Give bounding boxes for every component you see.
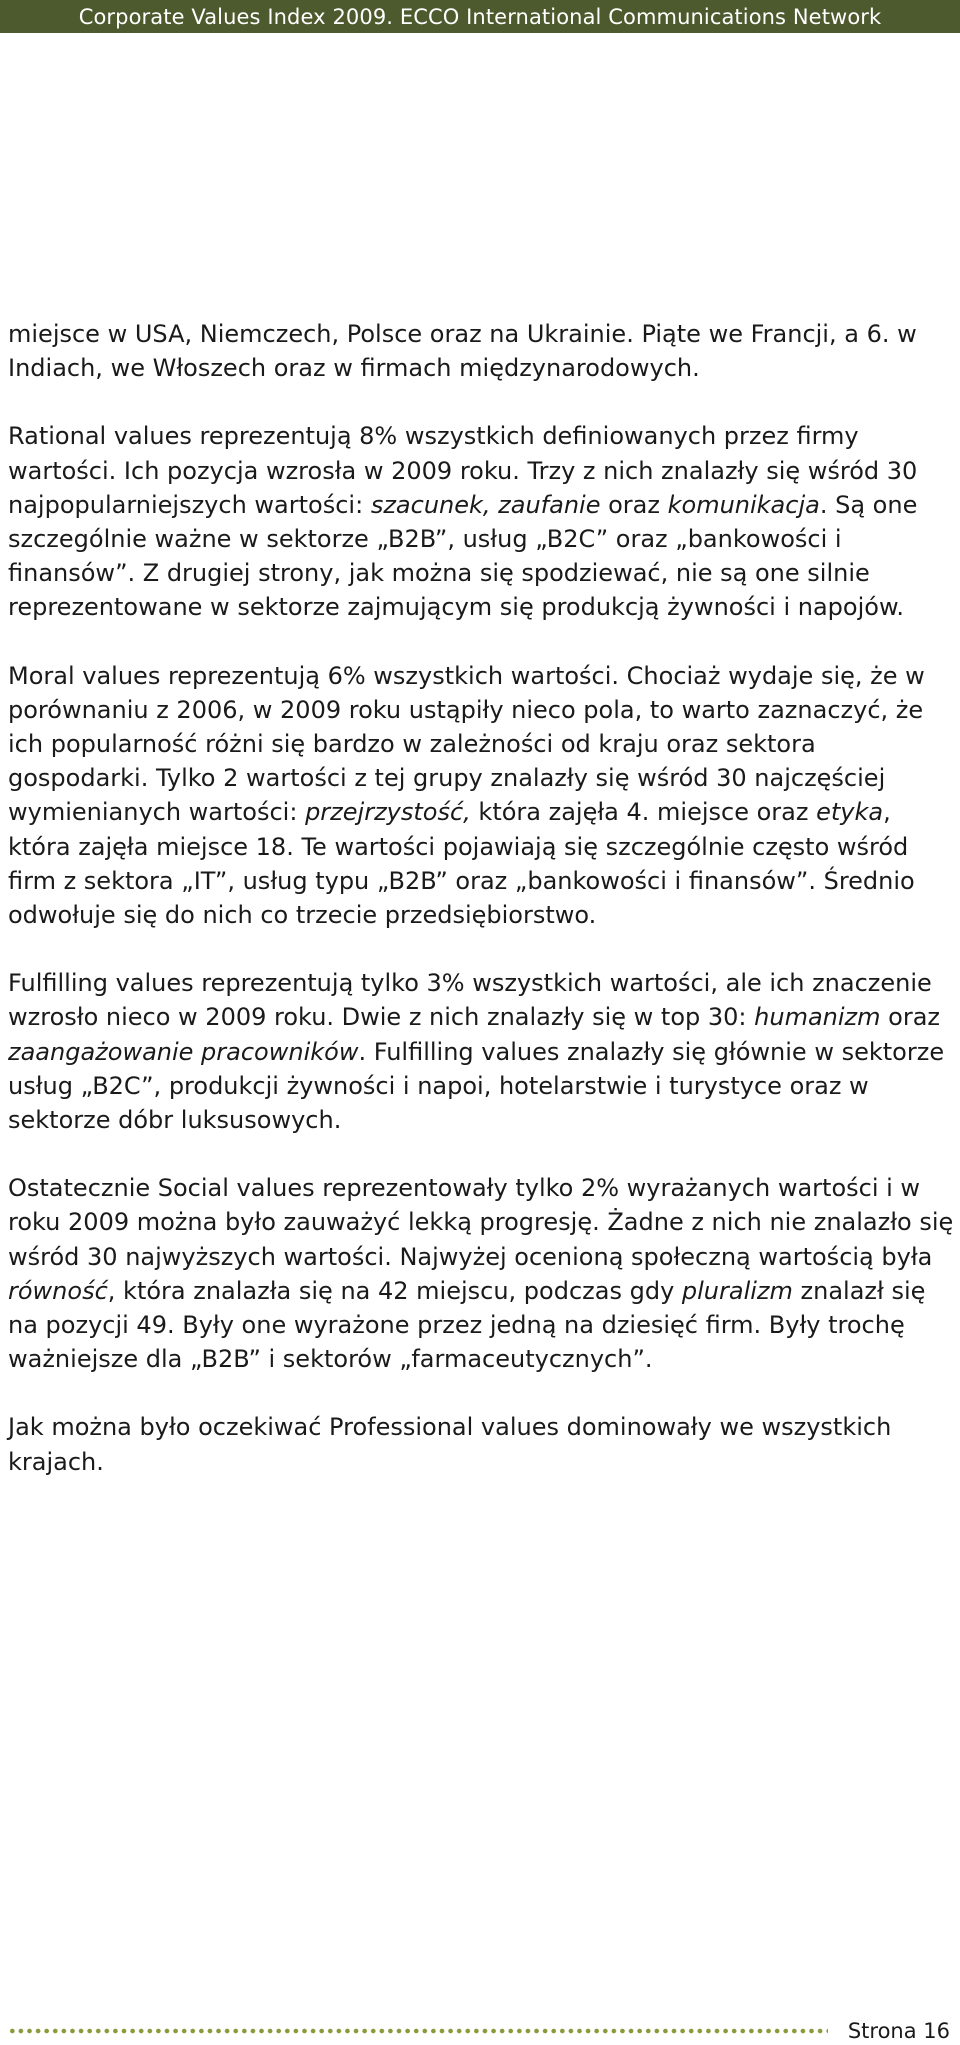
paragraph-moral-values bbox=[8, 659, 956, 933]
body-text bbox=[8, 317, 956, 1513]
paragraph-2-text-3: . Są one szczególnie ważne w sektorze „B2B”, usług „B2C” oraz „bankowości i finansów”. Z drugiej strony, jak można się spodziewać, nie są one silnie reprezentowane w sektorze zajmującym się produkcją żywności i napojów. bbox=[8, 490, 918, 622]
paragraph-4-emphasis-2: zaangażowanie pracowników bbox=[8, 1037, 359, 1066]
header-title: Corporate Values Index 2009. ECCO International Communications Network bbox=[78, 4, 882, 29]
paragraph-4-text-1: Fulfilling values reprezentują tylko 3% wszystkich wartości, ale ich znaczenie wzrosło nieco w 2009 roku. Dwie z nich znalazły się w top 30: bbox=[8, 969, 932, 1032]
paragraph-social-values bbox=[8, 1171, 956, 1376]
paragraph-fulfilling-values bbox=[8, 966, 956, 1137]
paragraph-5-text-2: , która znalazła się na 42 miejscu, podczas gdy bbox=[107, 1276, 682, 1305]
paragraph-professional-values bbox=[8, 1410, 956, 1478]
paragraph-4-text-3: . Fulfilling values znalazły się głównie w sektorze usług „B2C”, produkcji żywności i napoi, hotelarstwie i turystyce oraz w sektorze dóbr luksusowych. bbox=[8, 1037, 945, 1135]
paragraph-5-emphasis-2: pluralizm bbox=[681, 1276, 793, 1305]
paragraph-1 bbox=[8, 317, 956, 385]
paragraph-3-emphasis-1: przejrzystość, bbox=[305, 798, 471, 827]
paragraph-3-emphasis-2: etyka bbox=[816, 798, 884, 827]
paragraph-3-text-3: , która zajęła miejsce 18. Te wartości pojawiają się szczególnie często wśród firm z sektora „IT”, usług typu „B2B” oraz „bankowości i finansów”. Średnio odwołuje się do nich co trzecie przedsiębiorstwo. bbox=[8, 798, 915, 930]
paragraph-2-text-1: Rational values reprezentują 8% wszystkich definiowanych przez firmy wartości. Ich pozycja wzrosła w 2009 roku. Trzy z nich znalazły się wśród 30 najpopularniejszych wartości: bbox=[8, 422, 918, 519]
page-number: Strona 16 bbox=[847, 2019, 950, 2043]
page-header bbox=[0, 0, 960, 33]
paragraph-rational-values bbox=[8, 419, 956, 624]
footer-dotted-rule bbox=[8, 2028, 828, 2034]
paragraph-5-emphasis-1: równość bbox=[8, 1276, 108, 1305]
paragraph-5-text-3: znalazł się na pozycji 49. Były one wyrażone przez jedną na dziesięć firm. Były trochę ważniejsze dla „B2B” i sektorów „farmaceutycznych”. bbox=[8, 1276, 926, 1374]
paragraph-6-text: Jak można było oczekiwać Professional values dominowały we wszystkich krajach. bbox=[8, 1413, 892, 1476]
paragraph-4-emphasis-1: humanizm bbox=[754, 1003, 881, 1032]
paragraph-3-text-2: która zajęła 4. miejsce oraz bbox=[470, 798, 817, 827]
paragraph-1-text: miejsce w USA, Niemczech, Polsce oraz na Ukrainie. Piąte we Francji, a 6. w Indiach, we Włoszech oraz w firmach międzynarodowych. bbox=[8, 320, 917, 383]
paragraph-2-text-2: oraz bbox=[600, 490, 668, 519]
paragraph-2-emphasis-2: komunikacja bbox=[667, 490, 820, 519]
paragraph-3-text-1: Moral values reprezentują 6% wszystkich wartości. Chociaż wydaje się, że w porównaniu z 2006, w 2009 roku ustąpiły nieco pola, to warto zaznaczyć, że ich popularność różni się bardzo w zależności od kraju oraz sektora gospodarki. Tylko 2 wartości z tej grupy znalazły się wśród 30 najczęściej wymienianych wartości: bbox=[8, 661, 925, 827]
paragraph-4-text-2: oraz bbox=[880, 1003, 941, 1032]
page-footer bbox=[8, 2018, 950, 2044]
paragraph-5-text-1: Ostatecznie Social values reprezentowały tylko 2% wyrażanych wartości i w roku 2009 można było zauważyć lekką progresję. Żadne z nich nie znalazło się wśród 30 najwyższych wartości. Najwyżej ocenioną społeczną wartością była bbox=[8, 1174, 954, 1271]
paragraph-2-emphasis-1: szacunek, zaufanie bbox=[370, 490, 601, 519]
